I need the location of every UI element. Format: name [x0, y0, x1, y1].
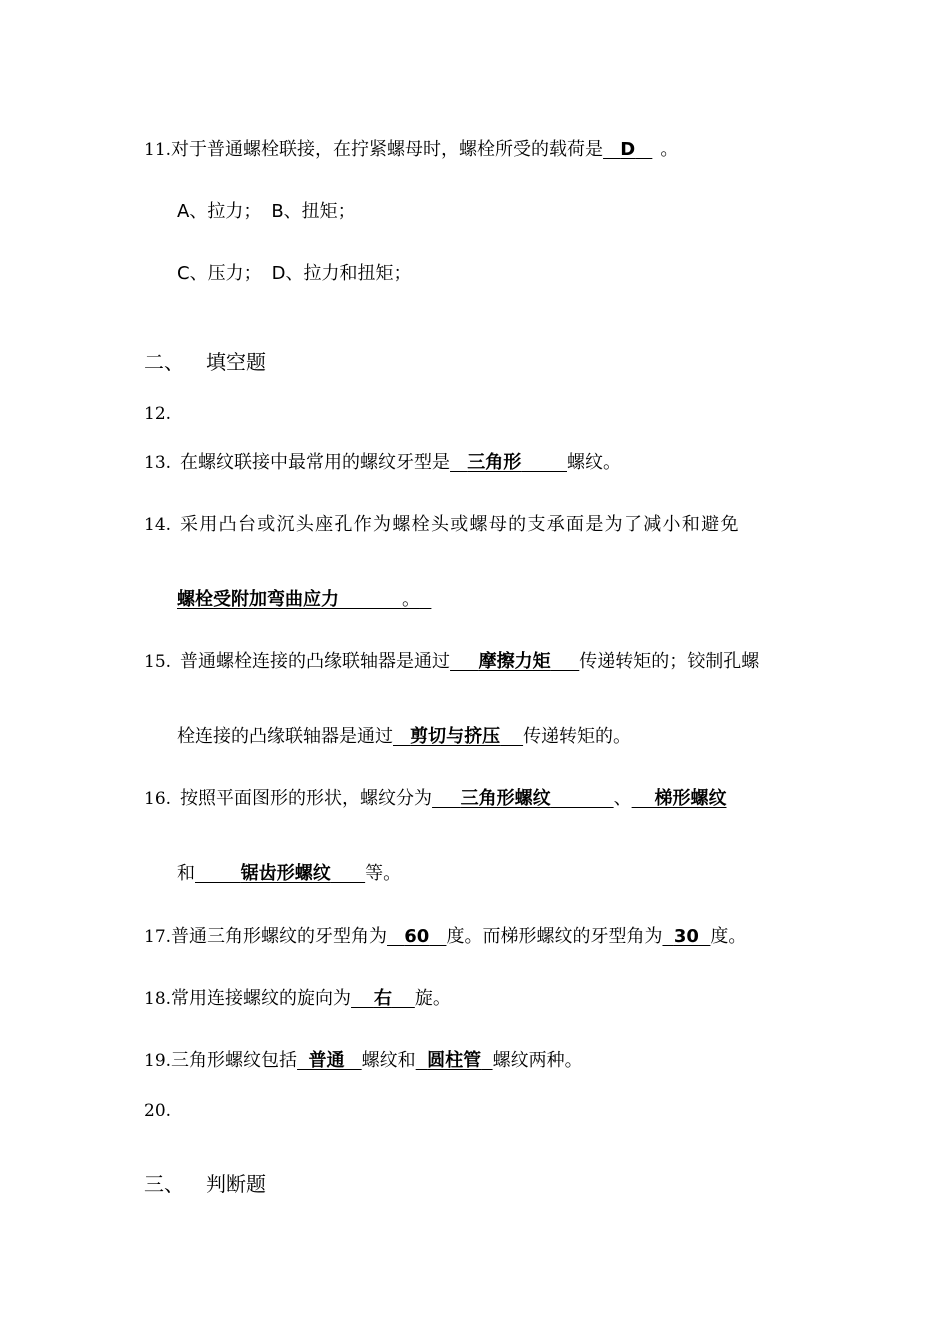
section-heading [144, 350, 266, 374]
answer-text: 右 [373, 988, 392, 1009]
answer-blank [450, 452, 567, 473]
option-c: C、压力； [177, 263, 262, 284]
answer-text: D [620, 139, 636, 160]
question-number: 12. [144, 404, 172, 424]
question-number: 18. [144, 989, 172, 1009]
question-end: 螺纹两种。 [492, 1050, 583, 1071]
section-heading [144, 1172, 266, 1196]
question-number: 14. [144, 515, 172, 535]
question-number: 15. [144, 652, 172, 672]
question-end: 度。 [710, 926, 747, 947]
question-16-continued [177, 862, 401, 886]
question-text: 和 [177, 863, 195, 884]
question-number: 11. [144, 140, 172, 160]
question-text: 普通三角形螺纹的牙型角为 [171, 926, 388, 947]
question-text: 度。而梯形螺纹的牙型角为 [446, 926, 663, 947]
section-title: 填空题 [206, 350, 266, 374]
answer-blank [297, 1050, 362, 1071]
answer-blank [195, 863, 365, 884]
question-17 [144, 925, 746, 949]
question-number: 17. [144, 927, 172, 947]
answer-text: 60 [404, 926, 430, 947]
question-end: 。 [401, 589, 420, 610]
question-text: 三角形螺纹包括 [171, 1050, 298, 1071]
question-text: 传递转矩的；铰制孔螺 [579, 651, 760, 672]
question-14-continued [177, 588, 431, 612]
answer-text: 摩擦力矩 [478, 651, 551, 672]
answer-blank [416, 1050, 493, 1071]
answer-text: 三角形 [467, 452, 522, 473]
answer-text: 普通 [308, 1050, 345, 1071]
question-text: 采用凸台或沉头座孔作为螺栓头或螺母的支承面是为了减小和避免 [180, 514, 740, 535]
section-number: 二、 [144, 350, 184, 374]
answer-blank [387, 926, 446, 947]
answer-blank [662, 926, 710, 947]
question-number: 19. [144, 1051, 172, 1071]
answer-text: 三角形螺纹 [460, 788, 551, 809]
question-text: 普通螺栓连接的凸缘联轴器是通过 [180, 651, 451, 672]
option-b: B、扭矩； [271, 201, 356, 222]
question-text: 常用连接螺纹的旋向为 [171, 988, 352, 1009]
question-text: 螺纹和 [361, 1050, 416, 1071]
question-text: 在螺纹联接中最常用的螺纹牙型是 [180, 452, 451, 473]
question-15-continued [177, 725, 631, 749]
answer-blank [432, 788, 614, 809]
question-text: 栓连接的凸缘联轴器是通过 [177, 726, 393, 747]
question-number: 13. [144, 453, 172, 473]
question-13 [144, 451, 621, 475]
option-row [177, 262, 411, 286]
question-end: 等。 [365, 863, 402, 884]
answer-text: 锯齿形螺纹 [240, 863, 331, 884]
question-16 [144, 787, 727, 811]
answer-blank [177, 589, 431, 610]
option-d: D、拉力和扭矩； [271, 263, 412, 284]
question-number: 20. [144, 1101, 172, 1121]
question-20 [144, 1099, 171, 1123]
answer-blank [393, 726, 523, 747]
question-15 [144, 650, 759, 674]
answer-text: 剪切与挤压 [410, 726, 501, 747]
option-a: A、拉力； [177, 201, 262, 222]
answer-text: 圆柱管 [427, 1050, 482, 1071]
answer-blank [603, 139, 652, 160]
option-row [177, 200, 356, 224]
question-end: 。 [660, 139, 679, 160]
section-number: 三、 [144, 1172, 184, 1196]
question-text: 按照平面图形的形状，螺纹分为 [180, 788, 433, 809]
answer-blank [351, 988, 415, 1009]
question-11 [144, 138, 678, 162]
question-14 [144, 513, 740, 537]
answer-text: 30 [673, 926, 699, 947]
answer-text: 梯形螺纹 [654, 788, 727, 809]
answer-text: 螺栓受附加弯曲应力 [177, 589, 339, 610]
answer-blank [450, 651, 579, 672]
question-19 [144, 1049, 583, 1073]
question-text: 对于普通螺栓联接，在拧紧螺母时，螺栓所受的载荷是 [171, 139, 604, 160]
section-title: 判断题 [206, 1172, 266, 1196]
answer-blank [632, 788, 727, 809]
question-end: 旋。 [414, 988, 451, 1009]
separator: 、 [613, 788, 632, 809]
question-end: 螺纹。 [567, 452, 621, 473]
question-12 [144, 402, 171, 426]
question-18 [144, 987, 451, 1011]
question-end: 传递转矩的。 [523, 726, 632, 747]
question-number: 16. [144, 789, 172, 809]
